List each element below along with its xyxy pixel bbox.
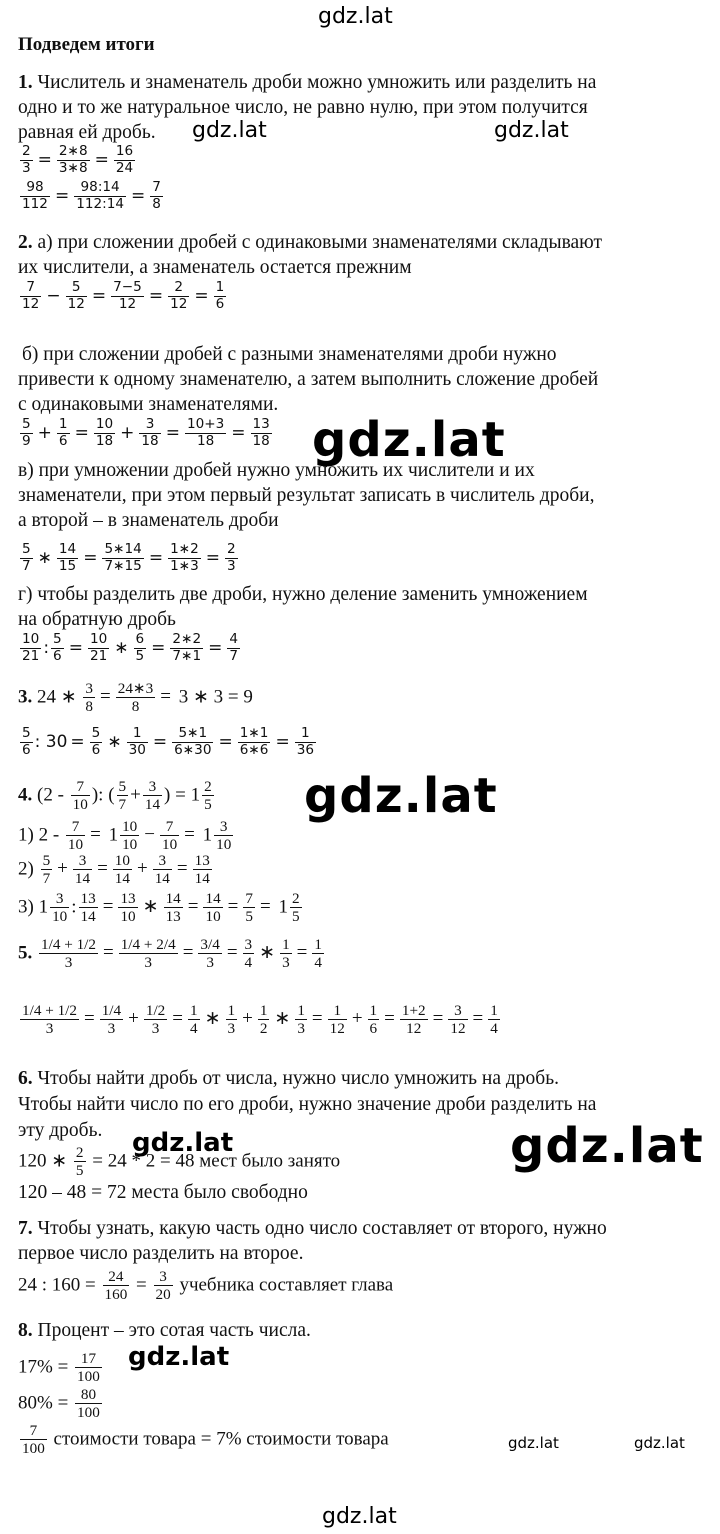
task1-line2: одно и то же натуральное число, не равно нулю, при этом получится [18,97,588,118]
task7-line2: первое число разделить на второе. [18,1243,304,1264]
watermark-large: gdz.lat [510,1118,704,1174]
task8-calc3: $\frac{7}{100}$ стоимости товара = 7% стоимости товара [22,1422,389,1458]
task6-calc1: 120 ∗ $\frac{2}{5}$ = 24 * 2 = 48 мест было занято [18,1144,341,1180]
task6-calc2: 120 – 48 = 72 места было свободно [18,1182,308,1203]
watermark: gdz.lat [132,1128,234,1158]
task4-step3: 3) 1 $\frac{3}{10}$ : $\frac{13}{14}$ = $\frac{13}{10}$ ∗ $\frac{14}{13}$ = $\frac{14}{10}$ = $\frac{7}{5}$ = 1 $\frac{2}{5}$ [18,890,300,926]
task2-c-line1: в) при умножении дробей нужно умножить их числители и их [18,460,535,481]
watermark-top: gdz.lat [318,4,393,29]
task6-line3: эту дробь. [18,1120,103,1141]
watermark: gdz.lat [128,1342,230,1372]
task8-line1: 8. Процент – это сотая часть числа. [18,1320,311,1341]
task2-c-example: $\frac{5}{7}$ ∗ $\frac{14}{15}$ = $\frac{5∗14}{7∗15}$ = $\frac{1∗2}{1∗3}$ = $\frac{2}{3}$ [22,541,236,574]
watermark-large: gdz.lat [312,412,506,468]
task2-b-line3: с одинаковыми знаменателями. [18,394,279,415]
task5-line2: $\frac{1/4 + 1/2}{3}$ = $\frac{1/4}{3}$ + $\frac{1/2}{3}$ = $\frac{1}{4}$ ∗ $\frac{1}{3}$ + $\frac{1}{2}$ ∗ $\frac{1}{3}$ = $\frac{1}{12}$ + $\frac{1}{6}$ = $\frac{1+2}{12}$ = $\frac{3}{12}$ = $\frac{1}{4}$ [22,1002,498,1038]
task2-d-example: $\frac{10}{21}$ : $\frac{5}{6}$ = $\frac{10}{21}$ ∗ $\frac{6}{5}$ = $\frac{2∗2}{7∗1}$ = $\frac{4}{7}$ [22,631,239,664]
task7-line1: 7. Чтобы узнать, какую часть одно число составляет от второго, нужно [18,1218,607,1239]
watermark: gdz.lat [494,118,569,143]
task7-calc: 24 : 160 = $\frac{24}{160}$ = $\frac{3}{20}$ учебника составляет глава [18,1268,394,1304]
task2-a-line1: 2. а) при сложении дробей с одинаковыми знаменателями складывают [18,232,603,253]
watermark: gdz.lat [508,1434,559,1452]
task4-expression: 4. (2 - $\frac{7}{10}$ ): ( $\frac{5}{7}$ + $\frac{3}{14}$ ) = 1 $\frac{2}{5}$ [18,778,212,814]
task2-d-line2: на обратную дробь [18,609,176,630]
task1-line1: 1. Числитель и знаменатель дроби можно умножить или разделить на [18,72,597,93]
task2-a-line2: их числители, а знаменатель остается прежним [18,257,412,278]
task3-line1: 3. 24 ∗ $\frac{3}{8}$ = $\frac{24∗3}{8}$ = 3 ∗ 3 = 9 [18,680,253,716]
task1-example1: $\frac{2}{3}$ = $\frac{2∗8}{3∗8}$ = $\frac{16}{24}$ [22,143,134,176]
watermark-large: gdz.lat [304,768,498,824]
watermark: gdz.lat [192,118,267,143]
task2-a-example: $\frac{7}{12}$ − $\frac{5}{12}$ = $\frac{7-5}{12}$ = $\frac{2}{12}$ = $\frac{1}{6}$ [22,279,225,312]
task4-step2: 2) $\frac{5}{7}$ + $\frac{3}{14}$ = $\frac{10}{14}$ + $\frac{3}{14}$ = $\frac{13}{14}$ [18,852,210,888]
task1-example2: $\frac{98}{112}$ = $\frac{98:14}{112:14}$ = $\frac{7}{8}$ [22,179,161,212]
task5-line1: 5. $\frac{1/4 + 1/2}{3}$ = $\frac{1/4 + 2/4}{3}$ = $\frac{3/4}{3}$ = $\frac{3}{4}$ ∗ $\frac{1}{3}$ = $\frac{1}{4}$ [18,936,322,972]
task1-line3: равная ей дробь. [18,122,156,143]
task6-line1: 6. Чтобы найти дробь от числа, нужно число умножить на дробь. [18,1068,560,1089]
task4-step1: 1) 2 - $\frac{7}{10}$ = 1 $\frac{10}{10}$ − $\frac{7}{10}$ = 1 $\frac{3}{10}$ [18,818,232,854]
page-title: Подведем итоги [18,34,155,55]
watermark-bottom: gdz.lat [322,1504,397,1529]
watermark: gdz.lat [634,1434,685,1452]
task2-b-line1: б) при сложении дробей с разными знаменателями дроби нужно [22,344,557,365]
task2-c-line3: а второй – в знаменатель дроби [18,510,279,531]
task6-line2: Чтобы найти число по его дроби, нужно значение дроби разделить на [18,1094,597,1115]
task2-d-line1: г) чтобы разделить две дроби, нужно деление заменить умножением [18,584,588,605]
task2-b-example: $\frac{5}{9}$ + $\frac{1}{6}$ = $\frac{10}{18}$ + $\frac{3}{18}$ = $\frac{10+3}{18}$ = $\frac{13}{18}$ [22,416,270,449]
task8-calc2: 80% = $\frac{80}{100}$ [18,1386,100,1422]
task8-calc1: 17% = $\frac{17}{100}$ [18,1350,100,1386]
task2-c-line2: знаменатели, при этом первый результат записать в числитель дроби, [18,485,595,506]
task2-b-line2: привести к одному знаменателю, а затем выполнить сложение дробей [18,369,599,390]
task3-line2: $\frac{5}{6}$ : 30 = $\frac{5}{6}$ ∗ $\frac{1}{30}$ = $\frac{5∗1}{6∗30}$ = $\frac{1∗1}{6∗6}$ = $\frac{1}{36}$ [22,725,314,758]
